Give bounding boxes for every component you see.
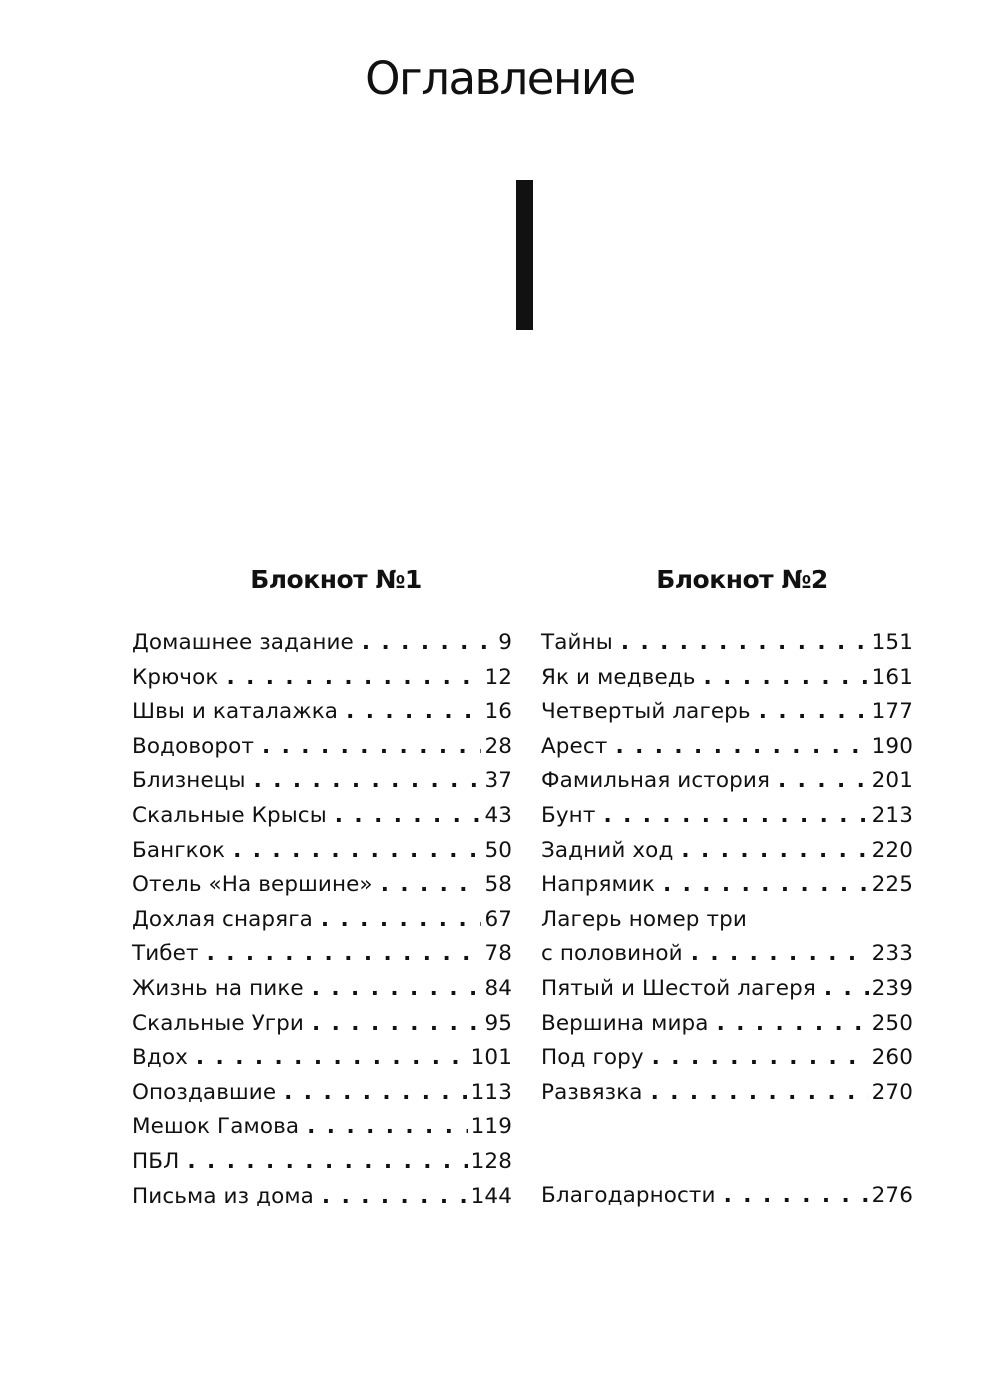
toc-leader-dots [759,695,869,730]
toc-entry-title: Вершина мира [541,1010,709,1036]
toc-entry-title: Як и медведь [541,664,696,690]
toc-entry-title: Задний ход [541,837,674,863]
notebook-2-list [541,626,913,1214]
toc-leader-dots [704,661,869,696]
toc-entry-title: Тайны [541,630,613,655]
toc-entry[interactable] [132,764,512,799]
page-title: Оглавление [365,52,635,105]
toc-entry-page: 128 [470,1148,512,1174]
toc-entry-page: 213 [871,802,913,828]
toc-entry[interactable] [132,1041,512,1076]
toc-entry-page: 190 [871,733,913,759]
toc-leader-dots [778,764,869,799]
toc-leader-dots [335,799,482,834]
toc-entry[interactable] [132,626,512,661]
toc-entry[interactable] [132,903,512,938]
toc-entry-page: 144 [470,1183,512,1209]
toc-entry[interactable] [132,1145,512,1180]
toc-leader-dots [284,1076,468,1111]
toc-entry-title: Бунт [541,802,596,828]
toc-entry-page: 28 [484,733,512,759]
toc-entry[interactable] [541,1041,913,1076]
toc-entry[interactable] [132,1110,512,1145]
toc-leader-dots [307,1110,468,1145]
toc-entry-page: 270 [871,1079,913,1105]
toc-leader-dots [312,972,482,1007]
toc-leader-dots [254,764,482,799]
toc-leader-dots [362,626,495,661]
toc-entry-title: Тибет [132,941,199,967]
toc-leader-dots [262,730,481,765]
toc-entry[interactable] [132,799,512,834]
toc-leader-dots [226,661,481,696]
toc-entry[interactable] [541,1076,913,1111]
toc-entry-page: 37 [484,768,512,794]
notebook-2-heading: Блокнот №2 [656,565,828,594]
toc-entry[interactable] [541,695,913,730]
toc-leader-dots [603,799,868,834]
toc-entry-page: 201 [871,768,913,794]
toc-leader-dots [663,868,869,903]
toc-entry[interactable] [541,937,913,972]
toc-leader-dots [233,834,481,869]
toc-leader-dots [346,695,481,730]
toc-entry-title: Домашнее задание [132,630,354,655]
toc-entry[interactable] [541,626,913,661]
toc-entry-title: Швы и каталажка [132,699,339,725]
toc-entry-page: 84 [484,975,512,1001]
toc-entry-acknowledgements[interactable] [541,1179,913,1214]
toc-entry-page: 16 [484,699,512,725]
toc-entry-page: 67 [484,906,512,932]
toc-leader-dots [615,730,868,765]
toc-entry-title: Вдох [132,1045,188,1071]
toc-entry[interactable] [132,1180,512,1215]
toc-leader-dots [824,972,869,1007]
toc-entry-page: 233 [871,941,913,967]
toc-entry[interactable] [132,695,512,730]
toc-entry[interactable] [132,868,512,903]
notebook-1-column [132,560,512,1214]
toc-entry-title: Опоздавшие [132,1079,277,1105]
toc-leader-dots [207,937,482,972]
toc-entry-title: Скальные Угри [132,1010,304,1036]
toc-entry[interactable] [541,972,913,1007]
toc-entry[interactable] [541,764,913,799]
toc-entry-title: Жизнь на пике [132,975,304,1001]
toc-entry-page: 12 [484,664,512,690]
toc-entry-page: 101 [470,1045,512,1071]
toc-entry-page: 58 [484,872,512,898]
toc-entry-title: Крючок [132,664,219,690]
toc-entry-page: 177 [871,699,913,725]
notebook-2-column [541,560,913,1214]
toc-leader-dots [691,937,869,972]
toc-entry[interactable] [132,1007,512,1042]
toc-entry[interactable] [132,937,512,972]
toc-entry-page: 239 [871,975,913,1001]
toc-entry-title: Скальные Крысы [132,802,327,828]
toc-entry[interactable] [541,799,913,834]
toc-entry-page: 161 [871,664,913,690]
toc-entry[interactable] [132,730,512,765]
toc-entry-page: 113 [470,1079,512,1105]
toc-entry[interactable] [541,834,913,869]
toc-entry-page: 9 [498,630,512,655]
toc-entry-title: Пятый и Шестой лагеря [541,975,816,1001]
toc-entry[interactable] [541,903,913,938]
toc-entry-title: Благодарности [541,1183,716,1209]
toc-entry[interactable] [132,972,512,1007]
toc-leader-dots [717,1007,869,1042]
toc-leader-dots [651,1076,869,1111]
toc-leader-dots [196,1041,468,1076]
toc-entry-page: 225 [871,872,913,898]
toc-entry-page: 220 [871,837,913,863]
toc-entry-page: 119 [470,1114,512,1140]
toc-entry[interactable] [541,868,913,903]
notebook-1-heading: Блокнот №1 [250,565,422,594]
toc-entry-page: 260 [871,1045,913,1071]
toc-leader-dots [381,868,482,903]
toc-entry-title: Арест [541,733,608,759]
toc-leader-dots [312,1007,481,1042]
toc-entry[interactable] [132,834,512,869]
toc-entry[interactable] [541,661,913,696]
toc-entry-title: с половиной [541,941,683,967]
notebook-1-list [132,626,512,1214]
part-numeral-mark [516,180,533,330]
toc-entry-title: Развязка [541,1079,643,1105]
toc-entry-title: Водоворот [132,733,254,759]
toc-entry-title: Под гору [541,1045,644,1071]
toc-entry[interactable] [541,730,913,765]
toc-entry-title: Лагерь номер три [541,906,747,932]
toc-entry-page: 95 [484,1010,512,1036]
toc-leader-dots [652,1041,869,1076]
toc-entry-title: Отель «На вершине» [132,872,373,898]
toc-entry[interactable] [132,1076,512,1111]
toc-entry-page: 78 [484,941,512,967]
toc-entry-page: 250 [871,1010,913,1036]
toc-entry[interactable] [132,661,512,696]
toc-entry-title: Близнецы [132,768,246,794]
toc-entry[interactable] [541,1007,913,1042]
toc-leader-dots [321,903,482,938]
toc-entry-title: ПБЛ [132,1148,180,1174]
toc-entry-title: Фамильная история [541,768,771,794]
toc-entry-page: 276 [871,1183,913,1209]
toc-leader-dots [681,834,868,869]
toc-entry-page: 151 [871,630,913,655]
toc-entry-title: Четвертый лагерь [541,699,751,725]
toc-entry-page: 43 [484,802,512,828]
toc-entry-title: Бангкок [132,837,226,863]
toc-leader-dots [621,626,869,661]
toc-entry-title: Дохлая снаряга [132,906,313,932]
toc-entry-title: Напрямик [541,872,655,898]
toc-leader-dots [322,1180,468,1215]
toc-leader-dots [724,1179,869,1214]
list-spacer [541,1110,913,1179]
toc-entry-title: Мешок Гамова [132,1114,300,1140]
toc-leader-dots [187,1145,467,1180]
toc-entry-title: Письма из дома [132,1183,314,1209]
toc-entry-page: 50 [484,837,512,863]
